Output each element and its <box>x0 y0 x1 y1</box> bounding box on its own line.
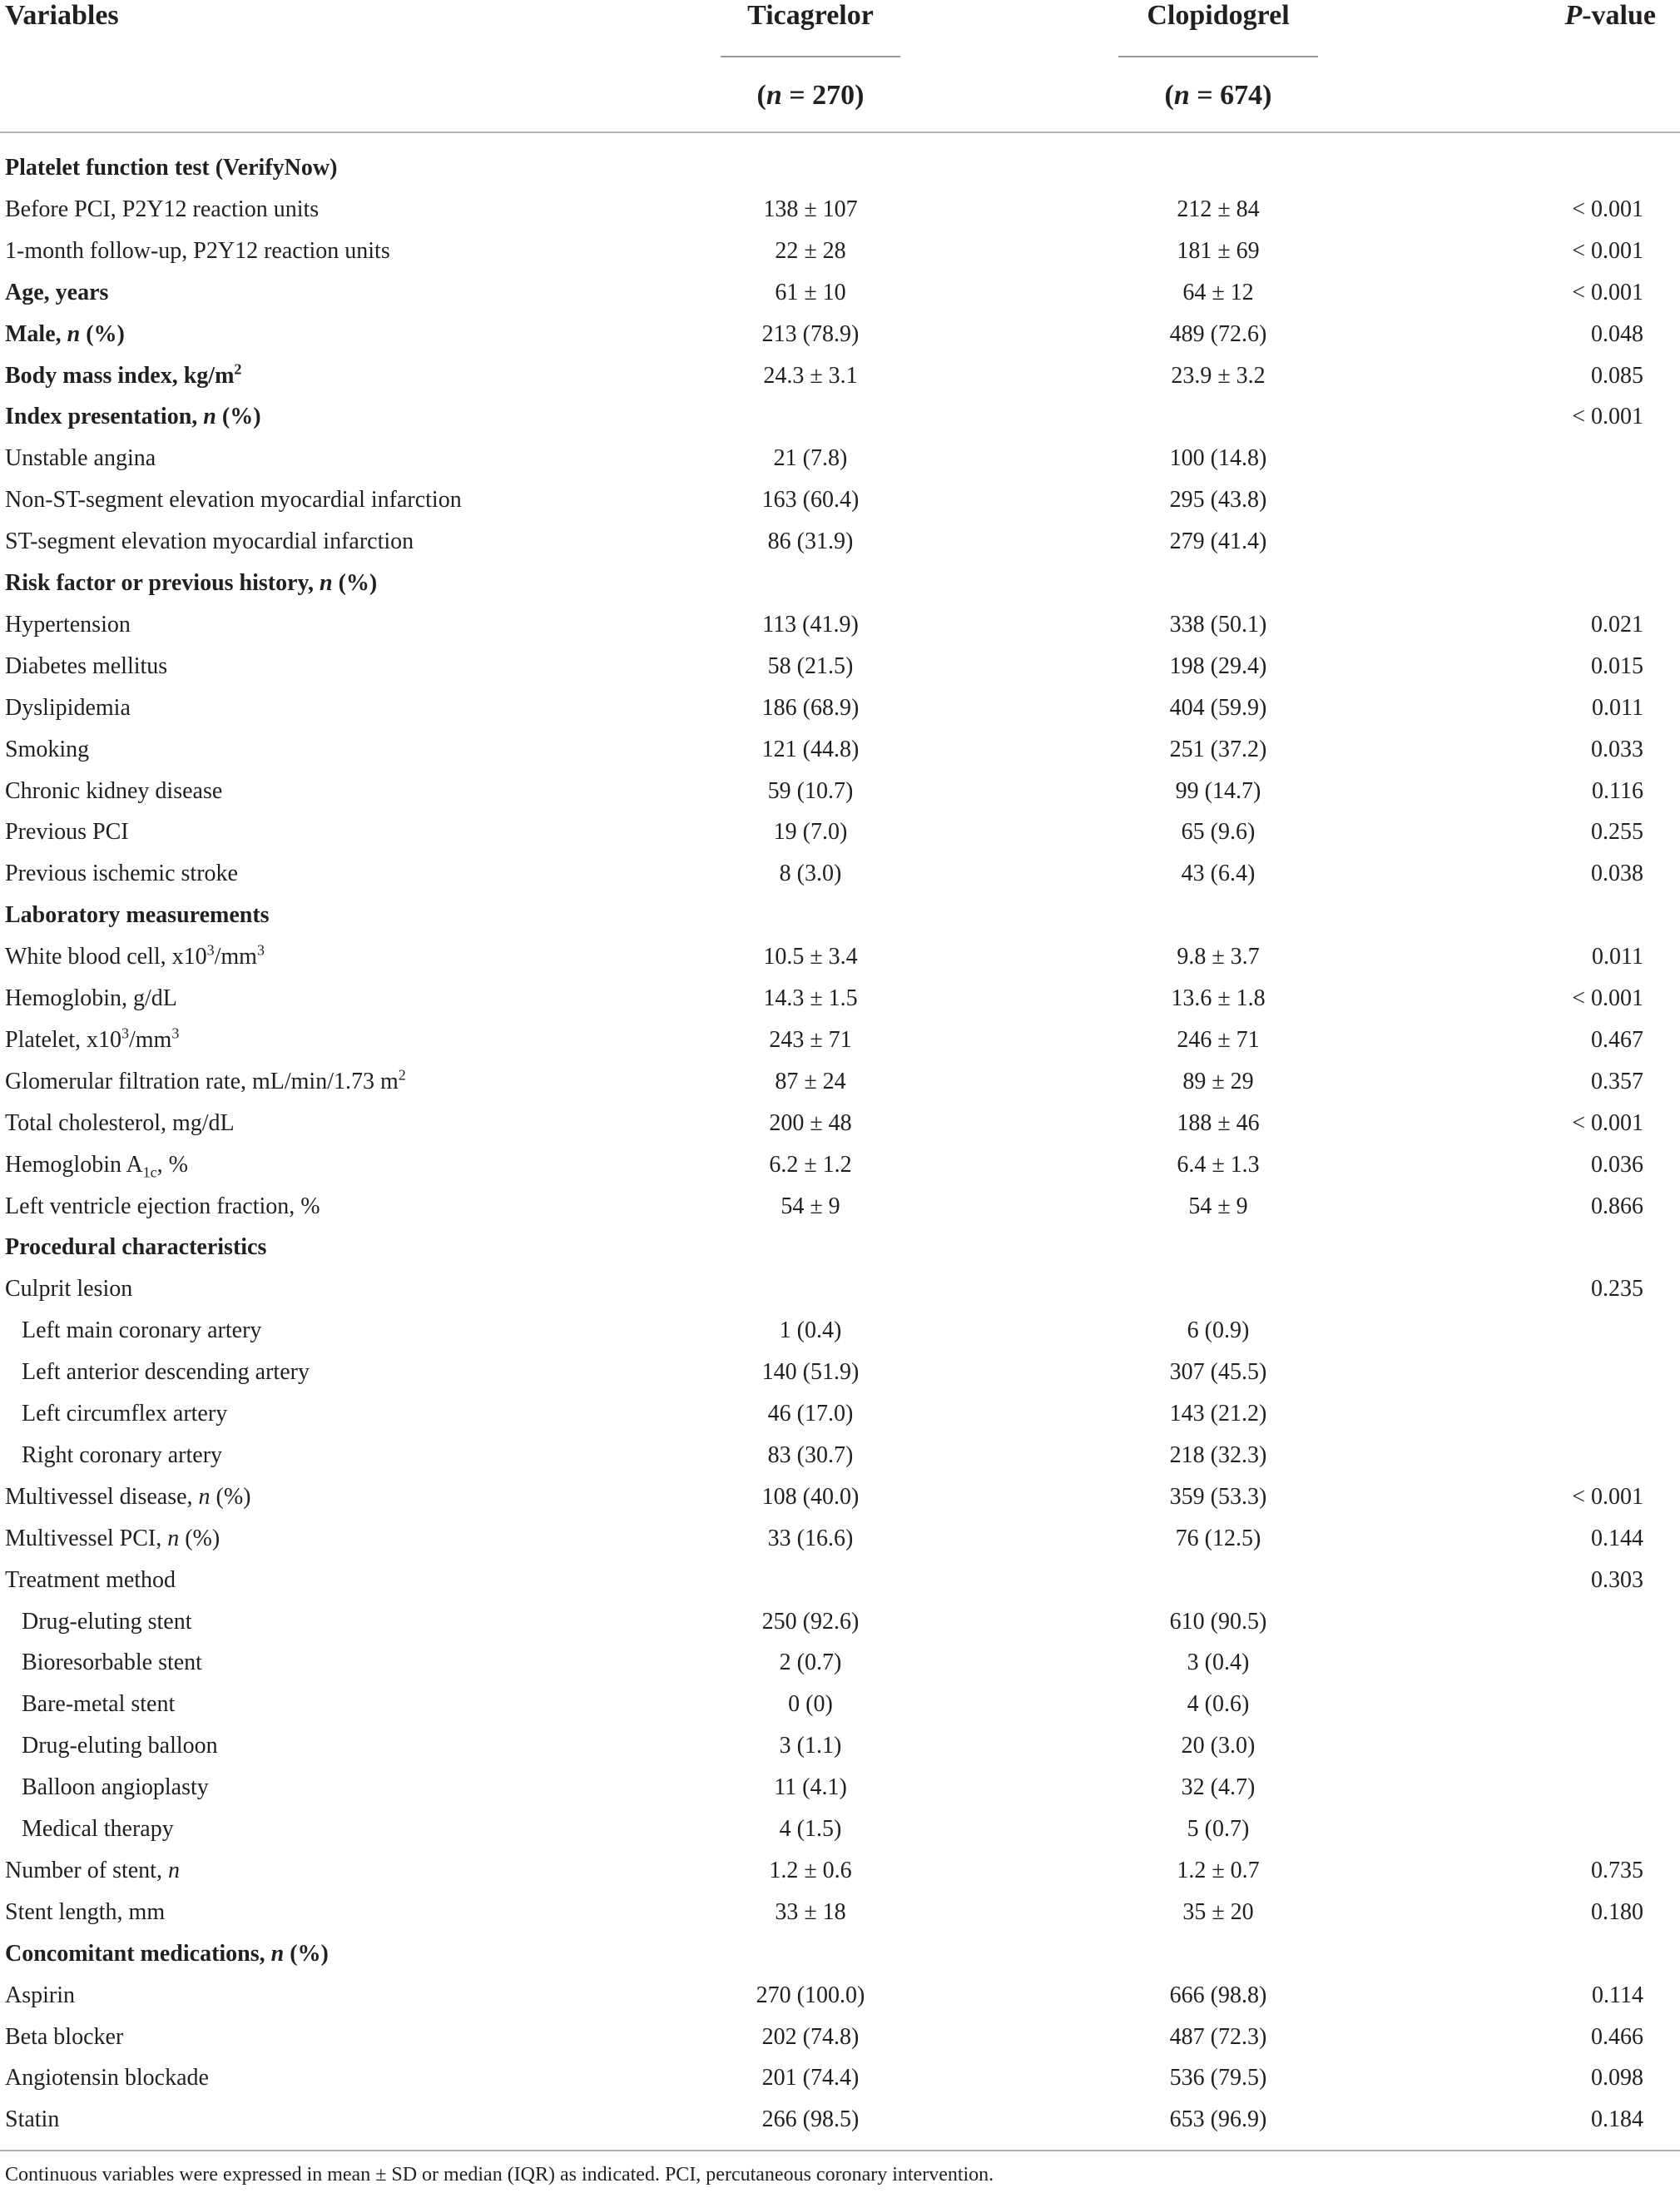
clopidogrel-value-text: 32 (4.7) <box>1181 1774 1256 1801</box>
label-text: Non-ST-segment elevation myocardial infarction <box>5 487 462 514</box>
ticagrelor-value-text: 108 (40.0) <box>761 1483 860 1510</box>
table-row <box>0 1767 1680 1808</box>
p-value: 0.015 <box>1591 652 1643 679</box>
label-suffix: (%) <box>179 1525 221 1551</box>
clopidogrel-value-text: 65 (9.6) <box>1181 819 1256 846</box>
label-text: Previous PCI <box>5 819 129 846</box>
table-row <box>0 355 1680 397</box>
clopidogrel-value-text: 404 (59.9) <box>1169 694 1267 721</box>
p-value: 0.144 <box>1591 1525 1643 1551</box>
table-row <box>0 604 1680 646</box>
ticagrelor-value-text: 86 (31.9) <box>767 528 854 555</box>
label-text: Bioresorbable stent <box>22 1650 202 1676</box>
row-label <box>22 1310 261 1352</box>
label-text: Platelet function test (VerifyNow) <box>5 155 338 181</box>
row-label <box>5 438 156 479</box>
row-label <box>22 1393 227 1435</box>
label-text: Number of stent, <box>5 1857 168 1883</box>
label-italic: n <box>320 570 333 596</box>
clopidogrel-value-text: 3 (0.4) <box>1187 1650 1250 1676</box>
row-label <box>5 604 131 646</box>
label-text: Hemoglobin A <box>5 1151 143 1178</box>
row-label <box>5 1020 179 1061</box>
row-label <box>5 272 108 314</box>
p-value: 0.235 <box>1591 1276 1643 1302</box>
table-row <box>0 1103 1680 1144</box>
clopidogrel-value-text: 89 ± 29 <box>1182 1068 1254 1094</box>
clopidogrel-value-text: 188 ± 46 <box>1177 1109 1260 1136</box>
table-row <box>0 2099 1680 2141</box>
label-text: Body mass index, kg/m <box>5 362 235 389</box>
table-row <box>0 1144 1680 1186</box>
row-label <box>22 1352 310 1393</box>
row-label <box>5 811 129 853</box>
table-row <box>0 438 1680 479</box>
ticagrelor-value-text: 59 (10.7) <box>767 777 854 804</box>
ticagrelor-value-text: 54 ± 9 <box>781 1193 840 1219</box>
table-row <box>0 811 1680 853</box>
ticagrelor-value-text: 33 ± 18 <box>775 1898 846 1925</box>
table-row <box>0 479 1680 521</box>
row-label <box>5 2057 209 2099</box>
label-text: Treatment method <box>5 1566 176 1593</box>
label-text: Left anterior descending artery <box>22 1359 310 1386</box>
table-row <box>0 1352 1680 1393</box>
p-value: < 0.001 <box>1572 279 1643 305</box>
label-text: Concomitant medications, <box>5 1940 271 1967</box>
clopidogrel-value-text: 99 (14.7) <box>1175 777 1261 804</box>
ticagrelor-value-text: 202 (74.8) <box>761 2023 860 2050</box>
ticagrelor-value-text: 19 (7.0) <box>773 819 848 846</box>
row-label <box>5 936 265 978</box>
table-row <box>0 1476 1680 1518</box>
label-text: Balloon angioplasty <box>22 1774 209 1801</box>
label-text: Aspirin <box>5 1982 75 2008</box>
table-row <box>0 1975 1680 2017</box>
table-row <box>0 1560 1680 1601</box>
ticagrelor-value-text: 14.3 ± 1.5 <box>763 985 858 1011</box>
p-value: 0.011 <box>1592 694 1643 721</box>
ticagrelor-value-text: 10.5 ± 3.4 <box>763 944 858 970</box>
label-text: Angiotensin blockade <box>5 2065 209 2091</box>
clopidogrel-value-text: 43 (6.4) <box>1181 861 1256 887</box>
label-text: ST-segment elevation myocardial infarction <box>5 528 414 555</box>
p-value: 0.303 <box>1591 1566 1643 1593</box>
p-value: 0.357 <box>1591 1068 1643 1094</box>
clopidogrel-header-rule <box>1118 56 1318 57</box>
p-value: 0.184 <box>1591 2106 1643 2133</box>
ticagrelor-value-text: 0 (0) <box>788 1691 833 1718</box>
row-label <box>5 1975 75 2017</box>
label-text: Risk factor or previous history, <box>5 570 320 596</box>
table-row <box>0 1933 1680 1975</box>
ticagrelor-value-text: 24.3 ± 3.1 <box>763 362 858 389</box>
table-row <box>0 1061 1680 1103</box>
label-subscript: 1c <box>142 1163 157 1181</box>
label-suffix: /mm <box>214 944 257 970</box>
clopidogrel-value-text: 6.4 ± 1.3 <box>1177 1151 1260 1178</box>
ticagrelor-value-text: 87 ± 24 <box>775 1068 846 1094</box>
ticagrelor-value-text: 11 (4.1) <box>774 1774 847 1801</box>
label-italic: n <box>167 1525 180 1551</box>
row-label <box>22 1808 174 1850</box>
ticagrelor-value-text: 266 (98.5) <box>761 2106 860 2133</box>
label-text: Total cholesterol, mg/dL <box>5 1109 235 1136</box>
header-ticagrelor: Ticagrelor <box>747 0 874 31</box>
table-row <box>0 895 1680 936</box>
clopidogrel-value-text: 54 ± 9 <box>1188 1193 1248 1219</box>
row-label <box>22 1684 175 1725</box>
clopidogrel-value-text: 251 (37.2) <box>1169 736 1267 762</box>
row-label <box>5 1186 320 1228</box>
clopidogrel-value-text: 666 (98.8) <box>1169 1982 1267 2008</box>
header-variables: Variables <box>5 0 119 31</box>
label-italic: n <box>270 1940 285 1967</box>
ticagrelor-value-text: 250 (92.6) <box>761 1608 860 1635</box>
row-label <box>22 1725 218 1767</box>
clopidogrel-value-text: 5 (0.7) <box>1187 1816 1250 1842</box>
ticagrelor-value-text: 83 (30.7) <box>767 1441 854 1468</box>
ticagrelor-value-text: 140 (51.9) <box>761 1359 860 1386</box>
table-row <box>0 2017 1680 2058</box>
table-row <box>0 1518 1680 1560</box>
table-row <box>0 1268 1680 1310</box>
row-label <box>5 355 241 397</box>
label-text: Beta blocker <box>5 2023 124 2050</box>
label-text: Unstable angina <box>5 445 156 472</box>
table-footnote: Continuous variables were expressed in mean ± SD or median (IQR) as indicated. PCI, percutaneous coronary intervention. <box>5 2164 994 2186</box>
p-value: 0.098 <box>1591 2065 1643 2091</box>
label-text: Hypertension <box>5 611 131 638</box>
ticagrelor-value-text: 21 (7.8) <box>773 445 848 472</box>
p-value: 0.011 <box>1592 944 1643 970</box>
row-label <box>5 1144 188 1186</box>
header-p-value: P-value <box>1564 0 1656 31</box>
table-row <box>0 1227 1680 1268</box>
ticagrelor-value-text: 200 ± 48 <box>769 1109 852 1136</box>
clopidogrel-value-text: 143 (21.2) <box>1169 1401 1267 1426</box>
p-value: 0.021 <box>1591 611 1643 638</box>
clopidogrel-value-text: 6 (0.9) <box>1187 1317 1250 1344</box>
table-bottom-rule <box>0 2150 1680 2151</box>
label-text: Drug-eluting stent <box>22 1608 192 1635</box>
clopidogrel-value-text: 1.2 ± 0.7 <box>1177 1857 1260 1883</box>
p-value: < 0.001 <box>1572 237 1643 264</box>
ticagrelor-value-text: 61 ± 10 <box>775 279 846 305</box>
clopidogrel-value-text: 23.9 ± 3.2 <box>1171 362 1266 389</box>
ticagrelor-value-text: 243 ± 71 <box>769 1026 852 1053</box>
clopidogrel-value-text: 246 ± 71 <box>1177 1026 1260 1053</box>
clopidogrel-value-text: 198 (29.4) <box>1169 652 1267 679</box>
label-text: Left ventricle ejection fraction, % <box>5 1193 320 1219</box>
p-value: 0.866 <box>1591 1193 1643 1219</box>
ticagrelor-value-text: 121 (44.8) <box>761 736 860 762</box>
label-text: Statin <box>5 2106 60 2133</box>
table-row <box>0 147 1680 189</box>
row-label <box>5 479 462 521</box>
table-row <box>0 1186 1680 1228</box>
row-label <box>5 771 222 812</box>
label-suffix: (%) <box>80 320 125 347</box>
row-label <box>5 1933 329 1975</box>
label-italic: n <box>203 404 216 430</box>
row-label <box>5 396 261 438</box>
ticagrelor-header-rule <box>721 56 900 57</box>
ticagrelor-value-text: 1.2 ± 0.6 <box>769 1857 852 1883</box>
label-suffix: (%) <box>332 570 378 596</box>
ticagrelor-value-text: 113 (41.9) <box>762 611 859 638</box>
p-value: < 0.001 <box>1572 1109 1643 1136</box>
table-row <box>0 978 1680 1020</box>
label-text: Right coronary artery <box>22 1441 223 1468</box>
ticagrelor-value-text: 46 (17.0) <box>767 1401 854 1426</box>
label-text: Hemoglobin, g/dL <box>5 985 177 1011</box>
clopidogrel-value-text: 218 (32.3) <box>1169 1441 1267 1468</box>
label-text: Culprit lesion <box>5 1276 133 1302</box>
ticagrelor-value-text: 3 (1.1) <box>779 1733 842 1759</box>
row-label <box>5 521 414 563</box>
table-row <box>0 646 1680 687</box>
p-value: 0.048 <box>1591 320 1643 347</box>
table-row <box>0 1642 1680 1684</box>
table-row <box>0 771 1680 812</box>
ticagrelor-value-text: 270 (100.0) <box>756 1982 865 2008</box>
label-text: Male, <box>5 320 67 347</box>
label-text: Drug-eluting balloon <box>22 1733 218 1759</box>
ticagrelor-value-text: 2 (0.7) <box>779 1650 842 1676</box>
p-value: 0.033 <box>1591 736 1643 762</box>
label-suffix: (%) <box>216 404 261 430</box>
ticagrelor-value-text: 138 ± 107 <box>763 196 858 222</box>
row-label <box>5 189 319 231</box>
row-label <box>5 978 177 1020</box>
clopidogrel-value-text: 212 ± 84 <box>1177 196 1260 222</box>
clopidogrel-value-text: 76 (12.5) <box>1175 1525 1261 1551</box>
clopidogrel-value-text: 307 (45.5) <box>1169 1359 1267 1386</box>
label-suffix: /mm <box>128 1026 172 1053</box>
label-superscript: 3 <box>171 1025 180 1042</box>
clopidogrel-value-text: 100 (14.8) <box>1169 445 1267 472</box>
label-superscript: 3 <box>121 1025 129 1042</box>
label-superscript: 3 <box>206 941 215 959</box>
label-text: Dyslipidemia <box>5 694 131 721</box>
ticagrelor-value-text: 163 (60.4) <box>761 487 860 514</box>
p-value: 0.255 <box>1591 819 1643 846</box>
table-row <box>0 853 1680 895</box>
label-italic: n <box>198 1483 211 1510</box>
clopidogrel-value-text: 4 (0.6) <box>1187 1691 1250 1718</box>
clopidogrel-value-text: 35 ± 20 <box>1182 1898 1254 1925</box>
table-row <box>0 687 1680 729</box>
clopidogrel-value-text: 13.6 ± 1.8 <box>1171 985 1266 1011</box>
row-label <box>5 314 125 355</box>
table-row <box>0 2057 1680 2099</box>
label-suffix: (%) <box>284 1940 329 1967</box>
ticagrelor-value-text: 4 (1.5) <box>779 1816 842 1842</box>
label-text: Multivessel disease, <box>5 1483 199 1510</box>
label-text: White blood cell, x10 <box>5 944 207 970</box>
row-label <box>5 1850 180 1892</box>
row-label <box>22 1767 209 1808</box>
row-label <box>5 687 131 729</box>
p-value: 0.036 <box>1591 1151 1643 1178</box>
row-label <box>5 231 390 272</box>
label-text: Procedural characteristics <box>5 1234 267 1261</box>
clopidogrel-value-text: 295 (43.8) <box>1169 487 1267 514</box>
row-label <box>5 2099 59 2141</box>
label-superscript: 2 <box>234 360 242 378</box>
label-text: 1-month follow-up, P2Y12 reaction units <box>5 237 390 264</box>
clopidogrel-value-text: 653 (96.9) <box>1169 2106 1267 2133</box>
row-label <box>5 1892 165 1933</box>
header-ticagrelor-n: (n = 270) <box>756 80 865 111</box>
ticagrelor-value-text: 6.2 ± 1.2 <box>769 1151 852 1178</box>
label-text: Previous ischemic stroke <box>5 861 238 887</box>
ticagrelor-value-text: 8 (3.0) <box>779 861 842 887</box>
row-label <box>5 563 377 604</box>
table-row <box>0 1393 1680 1435</box>
clopidogrel-value-text: 359 (53.3) <box>1169 1483 1267 1510</box>
table-row <box>0 1725 1680 1767</box>
table-row <box>0 1684 1680 1725</box>
label-text: Age, years <box>5 279 109 305</box>
clopidogrel-value-text: 279 (41.4) <box>1169 528 1267 555</box>
p-value: 0.466 <box>1591 2023 1643 2050</box>
p-value: 0.116 <box>1592 777 1643 804</box>
table-row <box>0 729 1680 771</box>
row-label <box>5 1518 220 1560</box>
label-text: Platelet, x10 <box>5 1026 121 1053</box>
p-value: 0.735 <box>1591 1857 1643 1883</box>
row-label <box>5 729 89 771</box>
row-label <box>5 853 238 895</box>
ticagrelor-value-text: 213 (78.9) <box>761 320 860 347</box>
label-suffix: (%) <box>210 1483 251 1510</box>
table-row <box>0 1850 1680 1892</box>
clopidogrel-value-text: 610 (90.5) <box>1169 1608 1267 1635</box>
ticagrelor-value-text: 33 (16.6) <box>767 1525 854 1551</box>
table-row <box>0 1601 1680 1643</box>
ticagrelor-value-text: 201 (74.4) <box>761 2065 860 2091</box>
p-value: < 0.001 <box>1572 404 1643 430</box>
label-text: Multivessel PCI, <box>5 1525 168 1551</box>
row-label <box>22 1601 192 1643</box>
table-row <box>0 563 1680 604</box>
label-text: Chronic kidney disease <box>5 777 223 804</box>
row-label <box>5 147 337 189</box>
label-text: Laboratory measurements <box>5 902 270 929</box>
p-value: 0.180 <box>1591 1898 1643 1925</box>
table-row <box>0 1310 1680 1352</box>
table-row <box>0 1020 1680 1061</box>
row-label <box>5 646 167 687</box>
table-row <box>0 521 1680 563</box>
row-label <box>5 1268 132 1310</box>
table-row <box>0 396 1680 438</box>
header-bottom-rule <box>0 131 1680 133</box>
table-row <box>0 189 1680 231</box>
p-value: 0.085 <box>1591 362 1643 389</box>
clopidogrel-value-text: 487 (72.3) <box>1169 2023 1267 2050</box>
p-value: < 0.001 <box>1572 1483 1643 1510</box>
clopidogrel-value-text: 489 (72.6) <box>1169 320 1267 347</box>
table-row <box>0 936 1680 978</box>
ticagrelor-value-text: 22 ± 28 <box>775 237 846 264</box>
label-text: Glomerular filtration rate, mL/min/1.73 m <box>5 1068 399 1094</box>
p-value: < 0.001 <box>1572 985 1643 1011</box>
label-text: Bare-metal stent <box>22 1691 176 1718</box>
clopidogrel-value-text: 181 ± 69 <box>1177 237 1260 264</box>
clopidogrel-value-text: 338 (50.1) <box>1169 611 1267 638</box>
label-suffix: , % <box>156 1151 188 1178</box>
p-value: < 0.001 <box>1572 196 1643 222</box>
row-label <box>5 1476 251 1518</box>
p-value: 0.467 <box>1591 1026 1643 1053</box>
p-value: 0.038 <box>1591 861 1643 887</box>
table-row <box>0 272 1680 314</box>
label-text: Medical therapy <box>22 1816 174 1842</box>
ticagrelor-value-text: 186 (68.9) <box>761 694 860 721</box>
clopidogrel-value-text: 536 (79.5) <box>1169 2065 1267 2091</box>
label-superscript: 3 <box>256 941 265 959</box>
table-row <box>0 314 1680 355</box>
clopidogrel-value-text: 9.8 ± 3.7 <box>1177 944 1260 970</box>
header-clopidogrel-n: (n = 674) <box>1164 80 1272 111</box>
label-text: Index presentation, <box>5 404 204 430</box>
table-row <box>0 1892 1680 1933</box>
label-italic: n <box>167 1857 180 1883</box>
clopidogrel-value-text: 20 (3.0) <box>1181 1733 1256 1759</box>
table-row <box>0 1808 1680 1850</box>
label-text: Smoking <box>5 736 90 762</box>
header-clopidogrel: Clopidogrel <box>1147 0 1290 31</box>
row-label <box>5 1227 266 1268</box>
ticagrelor-value-text: 1 (0.4) <box>779 1317 842 1344</box>
clopidogrel-value-text: 64 ± 12 <box>1182 279 1254 305</box>
label-text: Before PCI, P2Y12 reaction units <box>5 196 320 222</box>
row-label <box>5 1103 235 1144</box>
label-text: Diabetes mellitus <box>5 652 168 679</box>
label-superscript: 2 <box>398 1066 406 1084</box>
row-label <box>5 1560 176 1601</box>
row-label <box>22 1435 222 1476</box>
row-label <box>5 895 270 936</box>
ticagrelor-value-text: 58 (21.5) <box>767 652 854 679</box>
table-row <box>0 231 1680 272</box>
label-text: Stent length, mm <box>5 1898 166 1925</box>
label-text: Left circumflex artery <box>22 1401 228 1426</box>
label-italic: n <box>67 320 81 347</box>
row-label <box>5 1061 406 1103</box>
row-label <box>5 2017 123 2058</box>
row-label <box>22 1642 202 1684</box>
table-row <box>0 1435 1680 1476</box>
label-text: Left main coronary artery <box>22 1317 262 1344</box>
p-value: 0.114 <box>1592 1982 1643 2008</box>
